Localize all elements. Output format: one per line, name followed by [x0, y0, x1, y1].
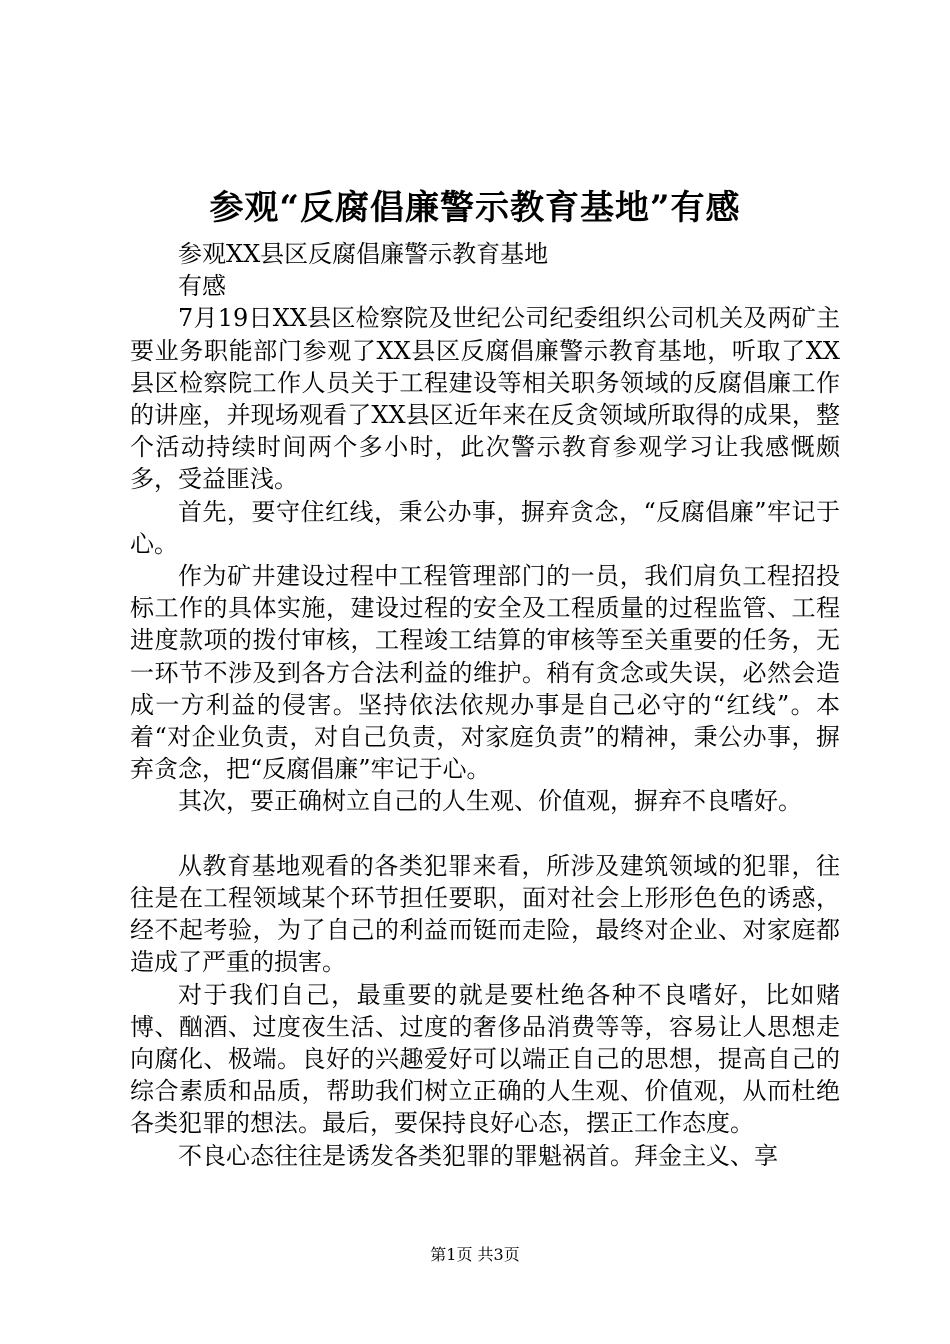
blank-line [130, 818, 840, 850]
page-footer: 第1页 共3页 [430, 1245, 520, 1264]
paragraph-mindset: 不良心态往往是诱发各类犯罪的罪魁祸首。拜金主义、享 [178, 1141, 778, 1170]
paragraph-crime-analysis: 从教育基地观看的各类犯罪来看，所涉及建筑领域的犯罪，往往是在工程领域某个环节担任要职，面对社会上形形色色的诱惑，经不起考验，为了自己的利益而铤而走险，最终对企业、对家庭都造成了严重的损害。 [130, 851, 840, 977]
paragraph-visit-summary: 7月19日XX县区检察院及世纪公司纪委组织公司机关及两矿主要业务职能部门参观了XX县区反腐倡廉警示教育基地，听取了XX县区检察院工作人员关于工程建设等相关职务领域的反腐倡廉工作的讲座，并现场观看了XX县区近年来在反贪领域所取得的成果，整个活动持续时间两个多小时，此次警示教育参观学习让我感慨颇多，受益匪浅。 [130, 304, 840, 494]
paragraph-personal-habits: 对于我们自己，最重要的就是要杜绝各种不良嗜好，比如赌博、酗酒、过度夜生活、过度的奢侈品消费等等，容易让人思想走向腐化、极端。良好的兴趣爱好可以端正自己的思想，提高自己的综合素质和品质，帮助我们树立正确的人生观、价值观，从而杜绝各类犯罪的想法。最后，要保持良好心态，摆正工作态度。 [130, 980, 840, 1138]
paragraph-engineering-role: 作为矿井建设过程中工程管理部门的一员，我们肩负工程招投标工作的具体实施，建设过程的安全及工程质量的过程监管、工程进度款项的拨付审核，工程竣工结算的审核等至关重要的任务，无一环节不涉及到各方合法利益的维护。稍有贪念或失误，必然会造成一方利益的侵害。坚持依法依规办事是自己必守的“红线”。本着“对企业负责，对自己负责，对家庭负责”的精神，秉公办事，摒弃贪念，把“反腐倡廉”牢记于心。 [130, 562, 840, 784]
document-body [130, 238, 840, 1172]
paragraph-second-point: 其次，要正确树立自己的人生观、价值观，摒弃不良嗜好。 [178, 787, 802, 816]
paragraph-first-point: 首先，要守住红线，秉公办事，摒弃贪念，“反腐倡廉”牢记于心。 [130, 497, 840, 558]
subtitle-line-1: 参观XX县区反腐倡廉警示教育基地 [178, 240, 549, 268]
subtitle-line-2: 有感 [178, 272, 226, 301]
document-title: 参观“反腐倡廉警示教育基地”有感 [209, 188, 741, 228]
